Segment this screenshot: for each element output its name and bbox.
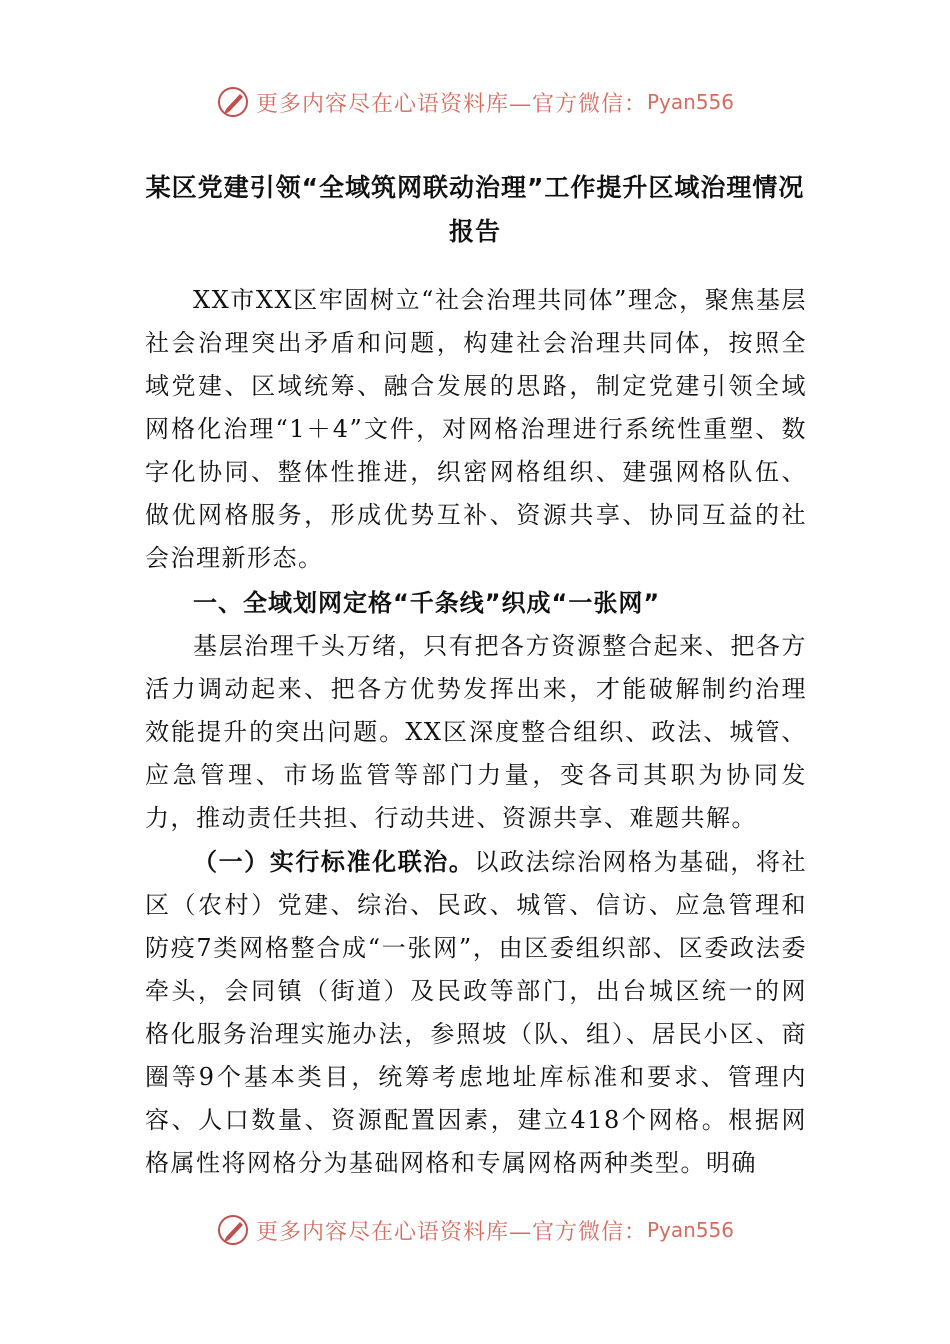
- pen-logo-icon: [216, 1213, 250, 1247]
- section1-paragraph: 基层治理千头万绪，只有把各方资源整合起来、把各方活力调动起来、把各方优势发挥出来，才能破解制约治理效能提升的突出问题。XX区深度整合组织、政法、城管、应急管理、市场监管等部门力量，变各司其职为协同发力，推动责任共担、行动共进、资源共享、难题共解。: [145, 632, 807, 832]
- watermark-text: 更多内容尽在心语资料库—官方微信：: [255, 1219, 647, 1245]
- document-title: 某区党建引领“全域筑网联动治理”工作提升区域治理情况报告: [145, 173, 805, 246]
- watermark-id: Pyan556: [647, 1218, 735, 1242]
- intro-paragraph: XX市XX区牢固树立“社会治理共同体”理念，聚焦基层社会治理突出矛盾和问题，构建社会治理共同体，按照全域党建、区域统筹、融合发展的思路，制定党建引领全域网格化治理“1＋4”文件，对网格治理进行系统性重塑、数字化协同、整体性推进，织密网格组织、建强网格队伍、做优网格服务，形成优势互补、资源共享、协同互益的社会治理新形态。: [145, 286, 807, 572]
- watermark-text: 更多内容尽在心语资料库—官方微信：: [255, 91, 647, 117]
- watermark-banner-bottom: [0, 1208, 950, 1252]
- section1-heading: 一、全域划网定格“千条线”织成“一张网”: [193, 589, 661, 617]
- watermark-id: Pyan556: [647, 90, 735, 114]
- sub1-paragraph: [145, 841, 807, 1185]
- sub1-lead: （一）实行标准化联治。: [193, 848, 475, 876]
- sub1-body: 以政法综治网格为基础，将社区（农村）党建、综治、民政、城管、信访、应急管理和防疫7类网格整合成“一张网”，由区委组织部、区委政法委牵头，会同镇（街道）及民政等部门，出台城区统一的网格化服务治理实施办法，参照坡（队、组）、居民小区、商圈等9个基本类目，统筹考虑地址库标准和要求、管理内容、人口数量、资源配置因素，建立418个网格。根据网格属性将网格分为基础网格和专属网格两种类型。明确: [145, 848, 808, 1177]
- watermark-banner-top: [0, 80, 950, 124]
- pen-logo-icon: [216, 85, 250, 119]
